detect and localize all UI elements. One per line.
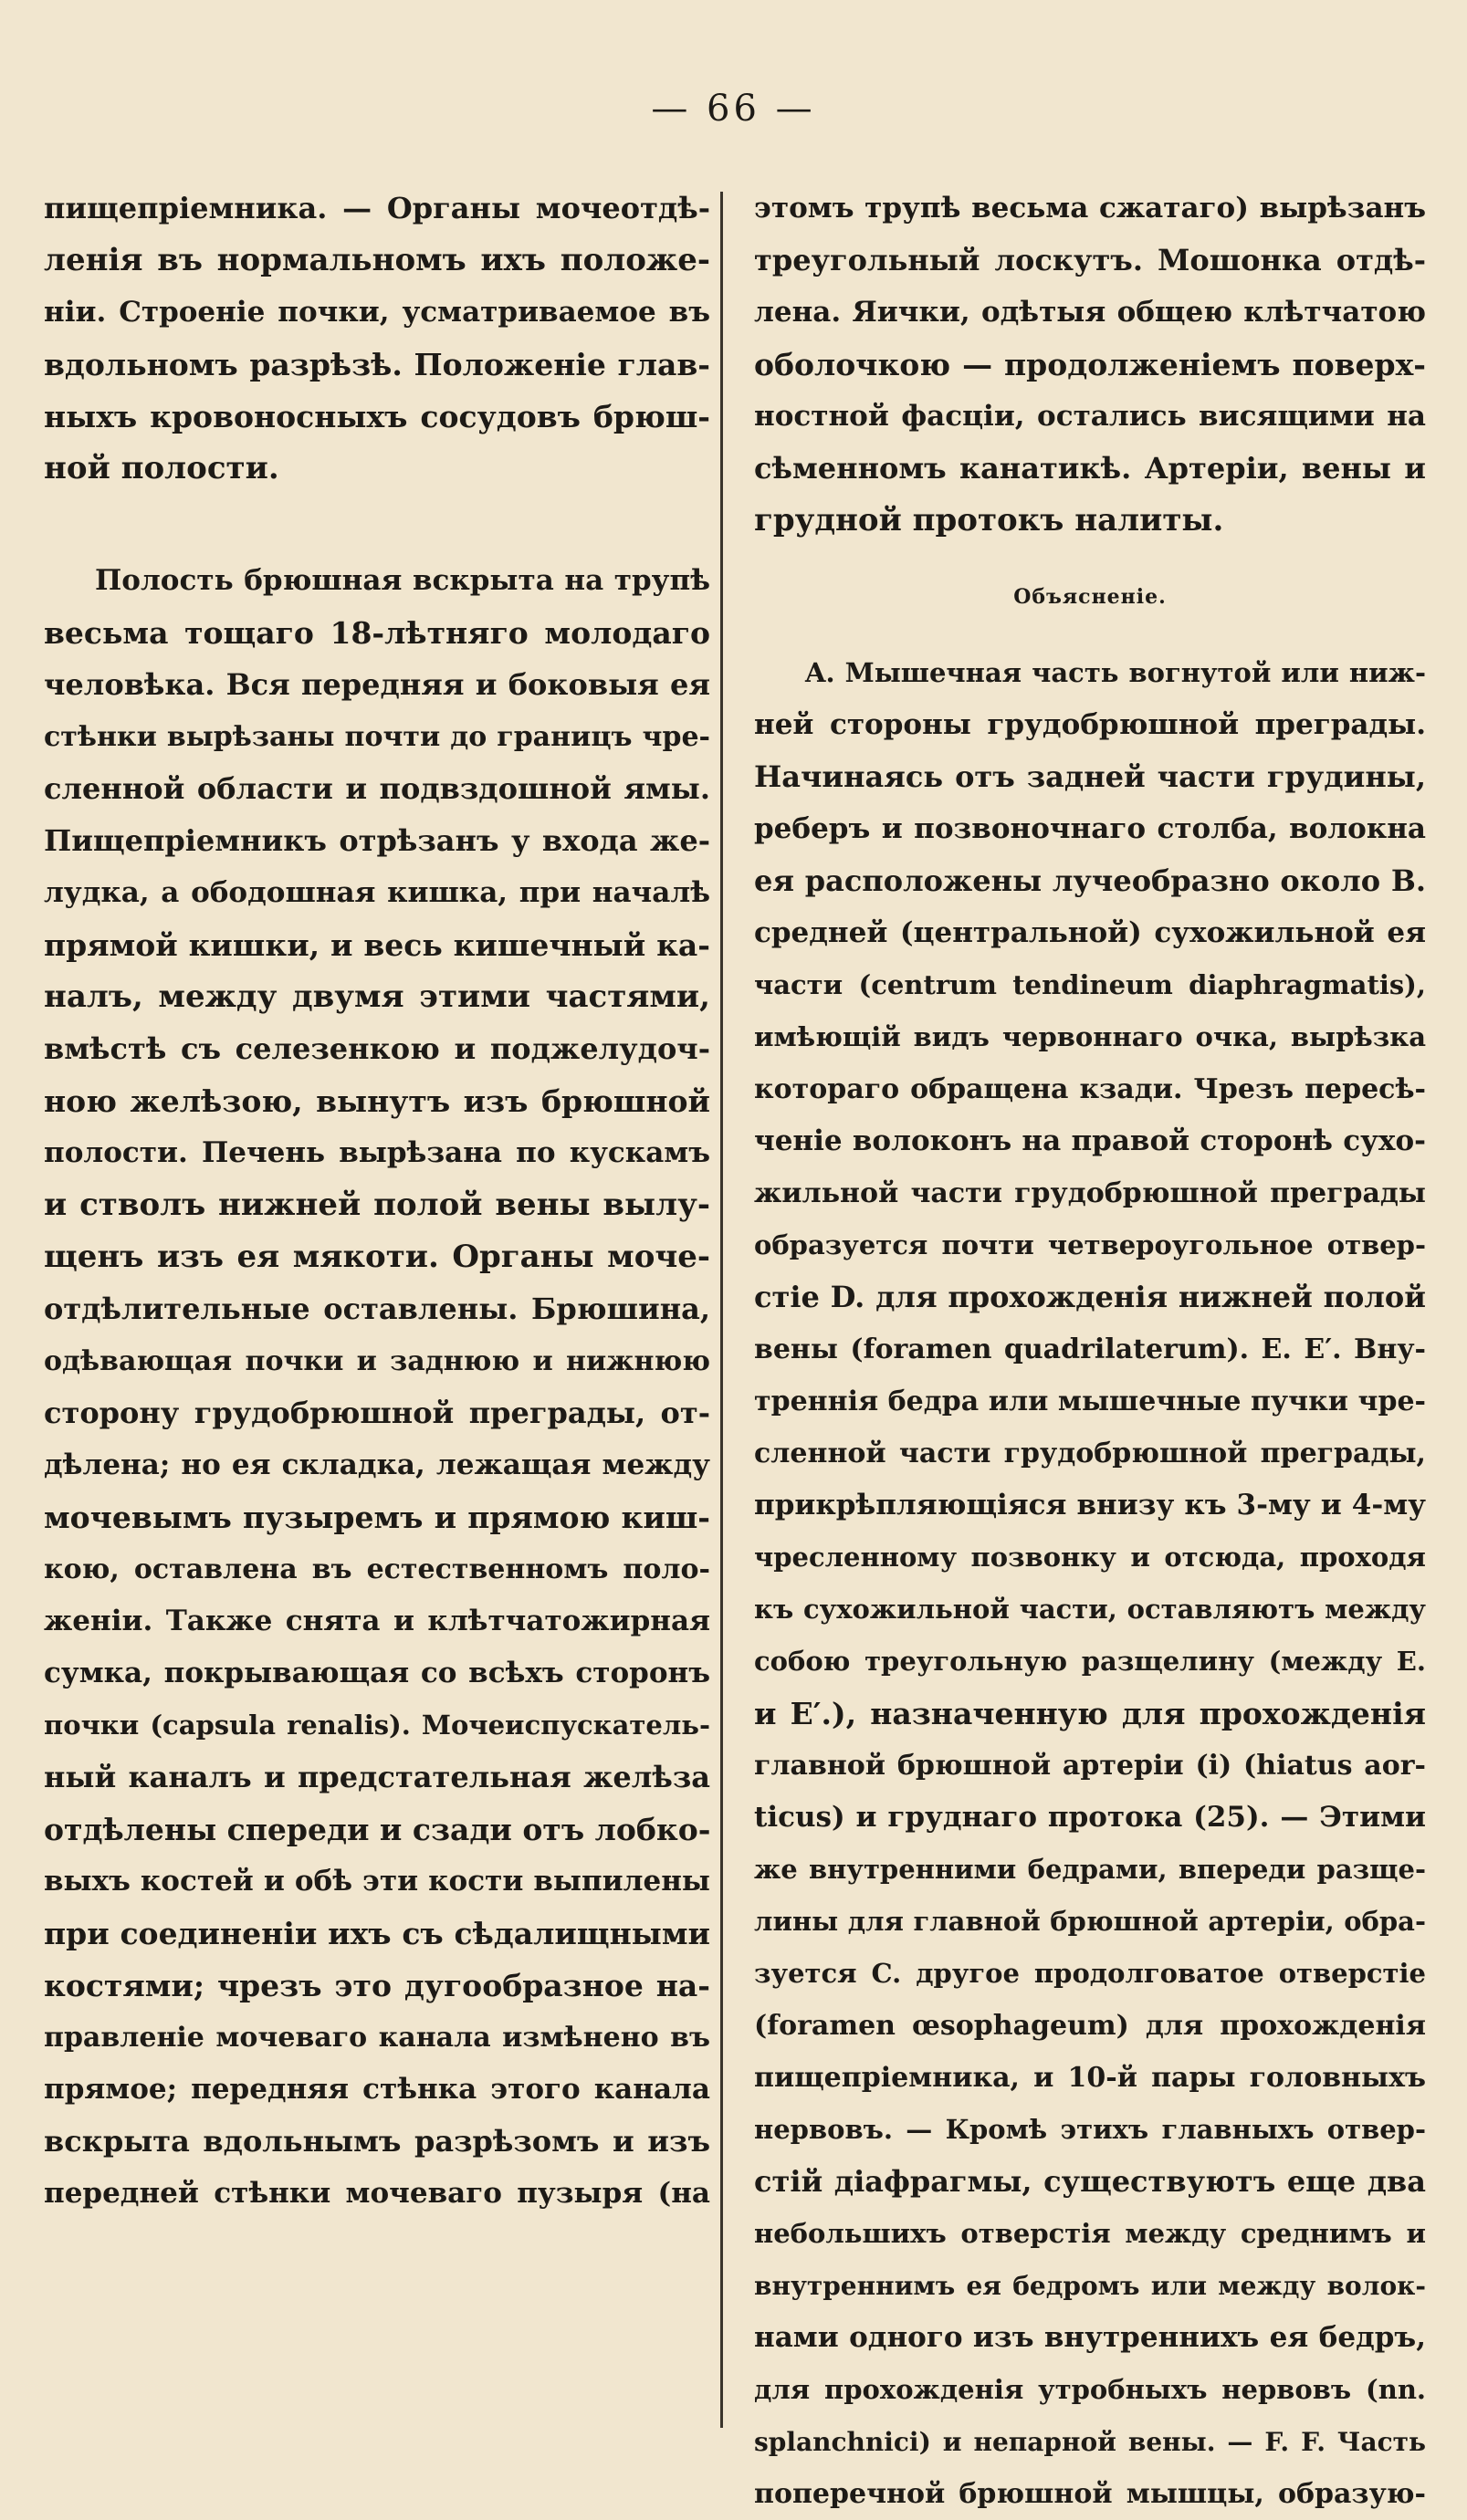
text-line: отдѣлительные оставлены. Брюшина, <box>44 1291 710 1326</box>
text-line: средней (центральной) сухожильной ея <box>754 916 1426 949</box>
text-line: человѣка. Вся передняя и боковыя ея <box>44 667 710 702</box>
text-line: части (centrum tendineum diaphragmatis), <box>754 969 1426 1000</box>
text-line: ніи. Строеніе почки, усматриваемое въ <box>44 296 710 329</box>
text-line: главной брюшной артеріи (i) (hiatus aor- <box>754 1750 1426 1782</box>
left-paragraph-1 <box>44 183 710 495</box>
right-column <box>754 183 1426 2520</box>
text-line: сѣменномъ канатикѣ. Артеріи, вены и <box>754 451 1426 486</box>
text-line: треннія бедра или мышечные пучки чре- <box>754 1385 1426 1417</box>
text-line: вены (foramen quadrilaterum). E. E′. Вну- <box>754 1333 1426 1365</box>
text-line: полости. Печень вырѣзана по кускамъ <box>44 1136 710 1169</box>
text-line: вдольномъ разрѣзѣ. Положеніе глав- <box>44 347 710 382</box>
text-line: ною желѣзою, вынутъ изъ брюшной <box>44 1083 710 1119</box>
text-line: котораго обращена кзади. Чрезъ пересѣ- <box>754 1073 1426 1105</box>
text-line: нервовъ. — Кромѣ этихъ главныхъ отвер- <box>754 2114 1426 2145</box>
text-line: прямое; передняя стѣнка этого канала <box>44 2073 710 2106</box>
text-line: сумка, покрывающая со всѣхъ сторонъ <box>44 1657 710 1689</box>
text-line: splanchnici) и непарной вены. — F. F. Часть <box>754 2427 1426 2457</box>
text-line: весьма тощаго 18-лѣтняго молодаго <box>44 615 710 651</box>
text-line: лена. Яички, одѣтыя общею клѣтчатою <box>754 296 1426 329</box>
left-column <box>44 183 710 2220</box>
text-line: Начинаясь отъ задней части грудины, <box>754 759 1426 794</box>
text-line: ней стороны грудобрюшной преграды. <box>754 708 1426 741</box>
text-line: пищепріемника. — Органы мочеотдѣ- <box>44 191 710 225</box>
text-line: щенъ изъ ея мякоти. Органы моче- <box>44 1239 710 1275</box>
text-line: дѣлена; но ея складка, лежащая между <box>44 1448 710 1481</box>
text-line: и стволъ нижней полой вены вылу- <box>44 1187 710 1223</box>
text-line: же внутренними бедрами, впереди разще- <box>754 1854 1426 1885</box>
page-number: — 66 — <box>651 88 816 130</box>
text-line: ченіе волоконъ на правой сторонѣ сухо- <box>754 1124 1426 1157</box>
text-line: реберъ и позвоночнаго столба, волокна <box>754 812 1426 845</box>
text-line: женіи. Также снята и клѣтчатожирная <box>44 1605 710 1637</box>
section-heading: Объясненіе. <box>1013 585 1167 609</box>
text-line: выхъ костей и обѣ эти кости выпилены <box>44 1865 710 1898</box>
text-line: Полость брюшная вскрыта на трупѣ <box>95 564 710 597</box>
text-line: сленной области и подвздошной ямы. <box>44 771 710 806</box>
text-line: стѣнки вырѣзаны почти до границъ чре- <box>44 721 710 753</box>
text-line: треугольный лоскутъ. Мошонка отдѣ- <box>754 243 1426 277</box>
text-line: чресленному позвонку и отсюда, проходя <box>754 1542 1426 1573</box>
text-line: для прохожденія утробныхъ нервовъ (nn. <box>754 2374 1426 2405</box>
text-line: къ сухожильной части, оставляютъ между <box>754 1594 1426 1625</box>
text-line: Пищепріемникъ отрѣзанъ у входа же- <box>44 823 710 858</box>
text-line: зуется C. другое продолговатое отверстіе <box>754 1958 1426 1989</box>
text-line: пищепріемника, и 10-й пары головныхъ <box>754 2062 1426 2094</box>
text-line: ея расположены лучеобразно около B. <box>754 863 1426 898</box>
text-line: отдѣлены спереди и сзади отъ лобко- <box>44 1812 710 1847</box>
text-line: вмѣстѣ съ селезенкою и поджелудоч- <box>44 1031 710 1066</box>
text-line: прикрѣпляющіяся внизу къ 3-му и 4-му <box>754 1489 1426 1521</box>
text-line: ностной фасціи, остались висящими на <box>754 400 1426 433</box>
text-line: собою треугольную разщелину (между E. <box>754 1646 1426 1677</box>
text-line: сленной части грудобрюшной преграды, <box>754 1438 1426 1469</box>
text-line: и E′.), назначенную для прохожденія <box>754 1696 1426 1731</box>
text-line: поперечной брюшной мышцы, образую- <box>754 2478 1426 2510</box>
text-line: передней стѣнки мочеваго пузыря (на <box>44 2177 710 2210</box>
text-line: лины для главной брюшной артеріи, обра- <box>754 1906 1426 1937</box>
text-line: грудной протокъ налиты. <box>754 502 1224 539</box>
text-line: оболочкою — продолженіемъ поверх- <box>754 347 1426 382</box>
text-line: внутреннимъ ея бедромъ или между волок- <box>754 2271 1426 2301</box>
text-line: жильной части грудобрюшной преграды <box>754 1177 1426 1209</box>
text-line: сторону грудобрюшной преграды, от- <box>44 1396 710 1430</box>
text-line: налъ, между двумя этими частями, <box>44 978 710 1015</box>
text-line: костями; чрезъ это дугообразное на- <box>44 1968 710 2003</box>
text-line: ленія въ нормальномъ ихъ положе- <box>44 242 710 278</box>
left-paragraph-2 <box>44 555 710 2220</box>
text-line: ныхъ кровоносныхъ сосудовъ брюш- <box>44 399 710 434</box>
text-line: одѣвающая почки и заднюю и нижнюю <box>44 1345 710 1377</box>
text-line: правленіе мочеваго канала измѣнено въ <box>44 2022 710 2054</box>
text-line: почки (capsula renalis). Мочеиспускатель- <box>44 1710 710 1741</box>
text-line: прямой кишки, и весь кишечный ка- <box>44 927 710 963</box>
text-line: A. Мышечная часть вогнутой или ниж- <box>805 657 1426 688</box>
text-line: стій діафрагмы, существуютъ еще два <box>754 2164 1426 2199</box>
text-line: этомъ трупѣ весьма сжатаго) вырѣзанъ <box>754 192 1426 225</box>
text-line: ticus) и груднаго протока (25). — Этими <box>754 1801 1426 1834</box>
right-paragraph-1 <box>754 183 1426 547</box>
right-paragraph-2 <box>754 647 1426 2520</box>
text-line: стіе D. для прохожденія нижней полой <box>754 1280 1426 1314</box>
text-line: вскрыта вдольнымъ разрѣзомъ и изъ <box>44 2124 710 2159</box>
text-line: образуется почти четвероугольное отвер- <box>754 1229 1426 1260</box>
text-line: небольшихъ отверстія между среднимъ и <box>754 2218 1426 2249</box>
text-line: имѣющій видъ червоннаго очка, вырѣзка <box>754 1021 1426 1052</box>
text-line: ный каналъ и предстательная желѣза <box>44 1760 710 1794</box>
text-line: мочевымъ пузыремъ и прямою киш- <box>44 1500 710 1535</box>
text-line: при соединеніи ихъ съ сѣдалищными <box>44 1916 710 1951</box>
text-line: кою, оставлена въ естественномъ поло- <box>44 1553 710 1585</box>
text-line: (foramen œsophageum) для прохожденія <box>754 2010 1426 2042</box>
text-line: нами одного изъ внутреннихъ ея бедръ, <box>754 2321 1426 2354</box>
text-line: лудка, а ободошная кишка, при началѣ <box>44 876 710 909</box>
column-divider <box>720 192 723 2428</box>
text-line: ной полости. <box>44 450 279 486</box>
